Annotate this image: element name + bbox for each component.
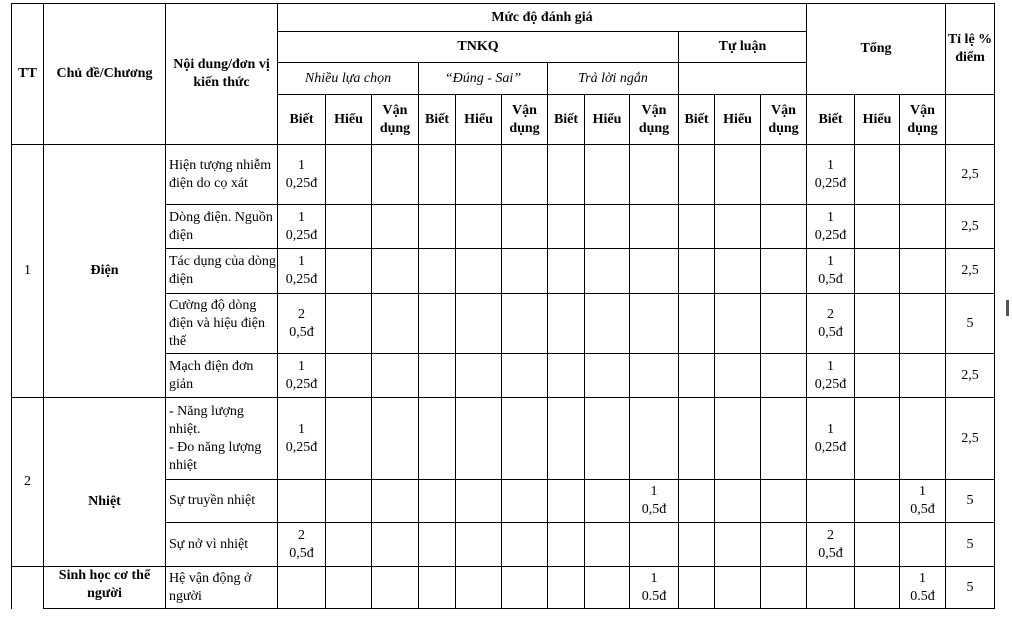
value-cell-sa-apply	[630, 523, 679, 567]
value-cell-mc-understand	[326, 205, 372, 249]
value-cell-tf-apply	[502, 567, 548, 609]
ratio-cell: 2,5	[946, 145, 995, 205]
level-mc-apply: Vận dụng	[372, 95, 419, 145]
assessment-matrix-table	[11, 3, 995, 609]
value-cell-es-apply	[761, 249, 807, 294]
level-es-understand: Hiểu	[715, 95, 761, 145]
score-value: 0.5đ	[641, 588, 667, 604]
level-sa-know: Biết	[548, 95, 585, 145]
question-count: 1	[827, 358, 834, 374]
score-value: 0,25đ	[814, 376, 847, 392]
score-value: 0,25đ	[814, 439, 847, 455]
value-cell-es-know	[679, 205, 715, 249]
ratio-cell: 5	[946, 294, 995, 354]
value-cell-tf-apply	[502, 354, 548, 398]
value-cell-tot-apply	[900, 354, 946, 398]
value-cell-es-understand	[715, 294, 761, 354]
value-cell-tot-apply	[900, 294, 946, 354]
score-value: 0,5đ	[289, 324, 314, 340]
value-cell-tot-apply	[900, 398, 946, 480]
value-cell-es-understand	[715, 523, 761, 567]
value-cell-es-know	[679, 145, 715, 205]
value-cell-sa-understand	[585, 294, 630, 354]
value-cell-es-apply	[761, 398, 807, 480]
value-cell-tf-understand	[456, 567, 502, 609]
value-cell-sa-know	[548, 480, 585, 523]
content-cell: Dòng điện. Nguồn điện	[166, 205, 278, 249]
value-cell-sa-know	[548, 205, 585, 249]
ratio-cell: 5	[946, 523, 995, 567]
header-total: Tổng	[807, 4, 946, 95]
table-row	[12, 398, 995, 480]
value-cell-tf-understand	[456, 398, 502, 480]
question-count: 1	[919, 484, 926, 499]
value-cell-mc-understand	[326, 398, 372, 480]
value-cell-tf-know	[419, 249, 456, 294]
value-cell-es-apply	[761, 145, 807, 205]
value-cell-tf-apply	[502, 480, 548, 523]
level-ratio-blank	[946, 95, 995, 145]
topic-name: Sinh học cơ thể người	[44, 567, 166, 609]
value-cell-es-understand	[715, 354, 761, 398]
value-cell-tf-know	[419, 398, 456, 480]
value-cell-es-know	[679, 523, 715, 567]
value-cell-sa-know	[548, 354, 585, 398]
level-sa-understand: Hiểu	[585, 95, 630, 145]
value-cell-mc-understand	[326, 145, 372, 205]
value-cell-tf-apply	[502, 205, 548, 249]
value-cell-tot-know	[807, 354, 855, 398]
value-cell-tot-know	[807, 205, 855, 249]
topic-number	[12, 567, 44, 609]
level-tf-know: Biết	[419, 95, 456, 145]
question-count: 1	[298, 254, 305, 269]
value-cell-tot-apply	[900, 249, 946, 294]
value-cell-mc-apply	[372, 354, 419, 398]
value-cell-tf-apply	[502, 294, 548, 354]
level-mc-know: Biết	[278, 95, 326, 145]
value-cell-tot-apply	[900, 523, 946, 567]
value-cell-mc-understand	[326, 523, 372, 567]
value-cell-tot-know	[807, 480, 855, 523]
value-cell-sa-know	[548, 294, 585, 354]
value-cell-sa-know	[548, 567, 585, 609]
value-cell-es-know	[679, 354, 715, 398]
value-cell-sa-understand	[585, 523, 630, 567]
value-cell-tf-understand	[456, 523, 502, 567]
value-cell-tf-know	[419, 294, 456, 354]
value-cell-es-understand	[715, 567, 761, 609]
value-cell-tf-know	[419, 205, 456, 249]
table-row	[12, 145, 995, 205]
header-short-answer: Trả lời ngắn	[548, 63, 679, 95]
ratio-cell: 2,5	[946, 205, 995, 249]
value-cell-es-know	[679, 294, 715, 354]
value-cell-tot-know	[807, 567, 855, 609]
score-value: 0,25đ	[814, 175, 847, 191]
header-multiple-choice: Nhiều lựa chọn	[278, 63, 419, 95]
value-cell-es-apply	[761, 523, 807, 567]
value-cell-es-understand	[715, 480, 761, 523]
header-essay-type-blank	[679, 63, 807, 95]
value-cell-sa-apply	[630, 145, 679, 205]
value-cell-tot-know	[807, 398, 855, 480]
value-cell-tf-apply	[502, 249, 548, 294]
ratio-cell: 5	[946, 480, 995, 523]
value-cell-tf-know	[419, 145, 456, 205]
level-total-apply: Vận dụng	[900, 95, 946, 145]
content-cell: Hệ vận động ở người	[166, 567, 278, 609]
level-sa-apply: Vận dụng	[630, 95, 679, 145]
value-cell-es-know	[679, 249, 715, 294]
value-cell-sa-know	[548, 523, 585, 567]
value-cell-es-understand	[715, 205, 761, 249]
value-cell-sa-understand	[585, 205, 630, 249]
content-cell: Cường độ dòng điện và hiệu điện thế	[166, 294, 278, 354]
value-cell-es-understand	[715, 398, 761, 480]
score-value: 0.5đ	[910, 588, 935, 604]
value-cell-es-know	[679, 398, 715, 480]
question-count: 1	[827, 157, 834, 173]
value-cell-sa-apply	[630, 354, 679, 398]
level-es-know: Biết	[679, 95, 715, 145]
value-cell-es-apply	[761, 354, 807, 398]
value-cell-tf-understand	[456, 205, 502, 249]
value-cell-mc-understand	[326, 354, 372, 398]
value-cell-es-apply	[761, 567, 807, 609]
question-count: 1	[298, 421, 305, 437]
content-cell: Sự truyền nhiệt	[166, 480, 278, 523]
value-cell-tot-understand	[855, 294, 900, 354]
value-cell-es-understand	[715, 249, 761, 294]
value-cell-mc-understand	[326, 294, 372, 354]
level-tf-apply: Vận dụng	[502, 95, 548, 145]
score-value: 0,25đ	[285, 376, 318, 392]
score-value: 0,5đ	[289, 545, 314, 561]
question-count: 1	[827, 209, 834, 225]
value-cell-mc-understand	[326, 249, 372, 294]
level-total-know: Biết	[807, 95, 855, 145]
question-count: 1	[298, 209, 305, 225]
value-cell-tot-know	[807, 523, 855, 567]
value-cell-es-apply	[761, 205, 807, 249]
value-cell-tot-apply	[900, 567, 946, 609]
value-cell-mc-know	[278, 567, 326, 609]
value-cell-sa-apply	[630, 480, 679, 523]
value-cell-es-apply	[761, 480, 807, 523]
question-count: 1	[298, 157, 305, 173]
value-cell-mc-apply	[372, 249, 419, 294]
value-cell-sa-apply	[630, 249, 679, 294]
value-cell-tf-know	[419, 480, 456, 523]
value-cell-mc-apply	[372, 398, 419, 480]
value-cell-tot-understand	[855, 145, 900, 205]
value-cell-tf-understand	[456, 294, 502, 354]
header-topic: Chủ đề/Chương	[44, 4, 166, 145]
value-cell-mc-know	[278, 205, 326, 249]
value-cell-mc-know	[278, 398, 326, 480]
ratio-cell: 2,5	[946, 249, 995, 294]
question-count: 1	[827, 254, 834, 269]
topic-number: 2	[12, 398, 44, 567]
value-cell-mc-apply	[372, 480, 419, 523]
value-cell-tot-apply	[900, 145, 946, 205]
question-count: 1	[919, 570, 926, 586]
score-value: 0,25đ	[285, 439, 318, 455]
value-cell-mc-know	[278, 480, 326, 523]
score-value: 0,5đ	[818, 545, 843, 561]
value-cell-mc-know	[278, 294, 326, 354]
question-count: 1	[298, 358, 305, 374]
header-tnkq: TNKQ	[278, 32, 679, 63]
value-cell-sa-apply	[630, 294, 679, 354]
value-cell-tf-understand	[456, 480, 502, 523]
header-ratio: Tỉ lệ % điểm	[946, 4, 995, 95]
content-cell: Hiện tượng nhiễm điện do cọ xát	[166, 145, 278, 205]
question-count: 1	[650, 484, 658, 499]
scroll-edge-mark	[1006, 300, 1009, 316]
ratio-cell: 2,5	[946, 354, 995, 398]
question-count: 1	[650, 570, 658, 586]
header-assessment-level: Mức độ đánh giá	[278, 4, 807, 32]
value-cell-tot-understand	[855, 205, 900, 249]
question-count: 1	[827, 421, 834, 437]
header-tt: TT	[12, 4, 44, 145]
score-value: 0,5đ	[818, 272, 843, 287]
value-cell-tf-understand	[456, 249, 502, 294]
value-cell-mc-apply	[372, 567, 419, 609]
value-cell-tf-understand	[456, 354, 502, 398]
level-es-apply: Vận dụng	[761, 95, 807, 145]
content-cell: Sự nở vì nhiệt	[166, 523, 278, 567]
value-cell-sa-understand	[585, 249, 630, 294]
value-cell-mc-know	[278, 354, 326, 398]
value-cell-tot-know	[807, 294, 855, 354]
value-cell-tot-understand	[855, 480, 900, 523]
score-value: 0,25đ	[285, 175, 318, 191]
score-value: 0,5đ	[818, 324, 843, 340]
question-count: 2	[298, 527, 305, 543]
score-value: 0,25đ	[285, 272, 318, 287]
value-cell-sa-know	[548, 249, 585, 294]
value-cell-tot-understand	[855, 567, 900, 609]
value-cell-es-apply	[761, 294, 807, 354]
value-cell-tf-apply	[502, 145, 548, 205]
table-row	[12, 567, 995, 609]
topic-number: 1	[12, 145, 44, 398]
content-cell: - Năng lượng nhiệt. - Đo năng lượng nhiệt	[166, 398, 278, 480]
value-cell-tot-understand	[855, 249, 900, 294]
score-value: 0,25đ	[285, 227, 318, 243]
value-cell-sa-understand	[585, 480, 630, 523]
value-cell-tf-know	[419, 567, 456, 609]
value-cell-mc-apply	[372, 145, 419, 205]
value-cell-sa-know	[548, 398, 585, 480]
ratio-cell: 2,5	[946, 398, 995, 480]
value-cell-mc-know	[278, 249, 326, 294]
value-cell-sa-understand	[585, 398, 630, 480]
value-cell-tf-know	[419, 523, 456, 567]
header-essay: Tự luận	[679, 32, 807, 63]
value-cell-sa-know	[548, 145, 585, 205]
value-cell-mc-know	[278, 523, 326, 567]
score-value: 0,5đ	[910, 502, 935, 517]
topic-name: Điện	[44, 145, 166, 398]
header-content: Nội dung/đơn vị kiến thức	[166, 4, 278, 145]
value-cell-sa-understand	[585, 354, 630, 398]
value-cell-tot-understand	[855, 354, 900, 398]
question-count: 2	[827, 527, 834, 543]
value-cell-tot-know	[807, 249, 855, 294]
value-cell-sa-apply	[630, 398, 679, 480]
value-cell-mc-understand	[326, 480, 372, 523]
value-cell-tot-understand	[855, 398, 900, 480]
header-true-false: “Đúng - Sai”	[419, 63, 548, 95]
value-cell-mc-know	[278, 145, 326, 205]
value-cell-sa-understand	[585, 567, 630, 609]
question-count: 2	[298, 306, 305, 322]
value-cell-sa-apply	[630, 205, 679, 249]
value-cell-es-know	[679, 567, 715, 609]
level-total-understand: Hiểu	[855, 95, 900, 145]
value-cell-tf-apply	[502, 398, 548, 480]
score-value: 0,5đ	[641, 502, 667, 517]
value-cell-es-understand	[715, 145, 761, 205]
value-cell-sa-apply	[630, 567, 679, 609]
value-cell-sa-understand	[585, 145, 630, 205]
value-cell-tf-understand	[456, 145, 502, 205]
value-cell-tot-apply	[900, 480, 946, 523]
value-cell-mc-understand	[326, 567, 372, 609]
level-mc-understand: Hiểu	[326, 95, 372, 145]
score-value: 0,25đ	[814, 227, 847, 243]
value-cell-mc-apply	[372, 523, 419, 567]
question-count: 2	[827, 306, 834, 322]
value-cell-es-know	[679, 480, 715, 523]
value-cell-mc-apply	[372, 294, 419, 354]
topic-name: Nhiệt	[44, 398, 166, 567]
value-cell-tot-know	[807, 145, 855, 205]
value-cell-mc-apply	[372, 205, 419, 249]
level-tf-understand: Hiểu	[456, 95, 502, 145]
value-cell-tf-know	[419, 354, 456, 398]
content-cell: Tác dụng của dòng điện	[166, 249, 278, 294]
content-cell: Mạch điện đơn giản	[166, 354, 278, 398]
value-cell-tf-apply	[502, 523, 548, 567]
ratio-cell: 5	[946, 567, 995, 609]
value-cell-tot-understand	[855, 523, 900, 567]
value-cell-tot-apply	[900, 205, 946, 249]
